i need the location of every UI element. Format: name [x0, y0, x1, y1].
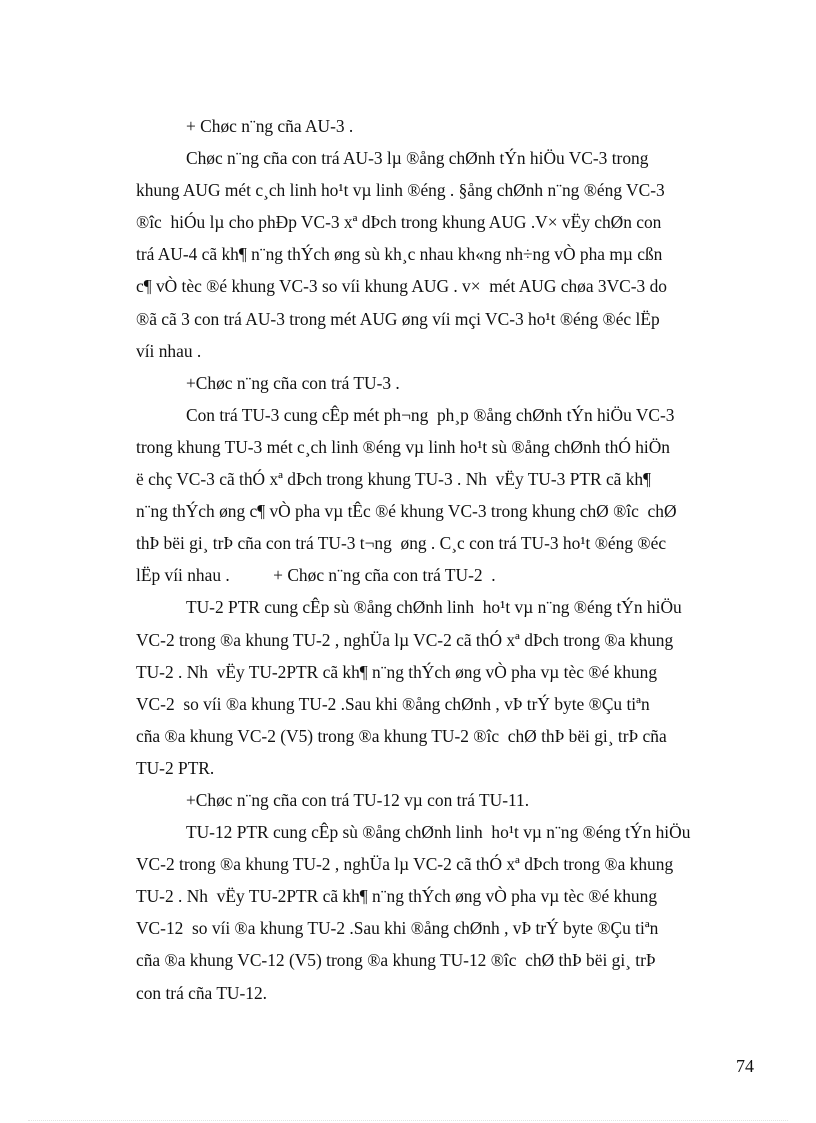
text-line: Chøc n¨ng cña con trá AU-3 lµ ®ång chØnh tÝn hiÖu VC-3 trong [186, 148, 649, 169]
text-line: TU-2 . Nh vËy TU-2PTR cã kh¶ n¨ng thÝch øng vÒ pha vµ tèc ®é khung [136, 661, 658, 682]
text-line: con trá cña TU-12. [136, 982, 268, 1003]
text-line: VC-2 trong ®a khung TU-2 , nghÜa lµ VC-2 cã thÓ xª dÞch trong ®a khung [136, 854, 674, 875]
text-line: ®ã cã 3 con trá AU-3 trong mét AUG øng víi mçi VC-3 ho¹t ®éng ®éc lËp [136, 308, 660, 329]
text-line: VC-2 trong ®a khung TU-2 , nghÜa lµ VC-2 cã thÓ xª dÞch trong ®a khung [136, 629, 674, 650]
text-line: TU-12 PTR cung cÊp sù ®ång chØnh linh ho¹t vµ n¨ng ®éng tÝn hiÖu [186, 822, 691, 843]
text-line: lËp víi nhau . + Chøc n¨ng cña con trá TU-2 . [136, 565, 496, 586]
text-line: khung AUG mét c¸ch linh ho¹t vµ linh ®éng . §ång chØnh n¨ng ®éng VC-3 [136, 180, 665, 201]
text-line: TU-2 . Nh vËy TU-2PTR cã kh¶ n¨ng thÝch øng vÒ pha vµ tèc ®é khung [136, 886, 658, 907]
text-line: TU-2 PTR. [136, 757, 215, 778]
text-line: cña ®a khung VC-2 (V5) trong ®a khung TU-2 ®îc chØ thÞ bëi gi¸ trÞ cña [136, 725, 667, 746]
text-line: VC-2 so víi ®a khung TU-2 .Sau khi ®ång chØnh , vÞ trÝ byte ®Çu tiªn [136, 693, 650, 714]
text-line: Con trá TU-3 cung cÊp mét ph¬ng ph¸p ®ång chØnh tÝn hiÖu VC-3 [186, 404, 675, 425]
text-line: thÞ bëi gi¸ trÞ cña con trá TU-3 t¬ng øng . C¸c con trá TU-3 ho¹t ®éng ®éc [136, 533, 667, 554]
text-line: víi nhau . [136, 340, 202, 361]
text-line: n¨ng thÝch øng c¶ vÒ pha vµ tÊc ®é khung VC-3 trong khung chØ ®îc chØ [136, 501, 677, 522]
text-line: VC-12 so víi ®a khung TU-2 .Sau khi ®ång chØnh , vÞ trÝ byte ®Çu tiªn [136, 918, 659, 939]
footer-divider [28, 1120, 788, 1121]
page-number: 74 [736, 1056, 754, 1076]
text-line: +Chøc n¨ng cña con trá TU-12 vµ con trá TU-11. [186, 789, 530, 810]
text-line: TU-2 PTR cung cÊp sù ®ång chØnh linh ho¹t vµ n¨ng ®éng tÝn hiÖu [186, 597, 682, 618]
text-line: + Chøc n¨ng cña AU-3 . [186, 116, 354, 136]
text-line: ë chç VC-3 cã thÓ xª dÞch trong khung TU-3 . Nh vËy TU-3 PTR cã kh¶ [136, 469, 652, 490]
text-line: cña ®a khung VC-12 (V5) trong ®a khung TU-12 ®îc chØ thÞ bëi gi¸ trÞ [136, 950, 656, 971]
text-line: c¶ vÒ tèc ®é khung VC-3 so víi khung AUG . v× mét AUG chøa 3VC-3 do [136, 276, 667, 297]
text-line: ®îc hiÓu lµ cho phÐp VC-3 xª dÞch trong khung AUG .V× vËy chØn con [136, 212, 662, 233]
text-line: trong khung TU-3 mét c¸ch linh ®éng vµ linh ho¹t sù ®ång chØnh thÓ hiÖn [136, 436, 671, 457]
text-line: +Chøc n¨ng cña con trá TU-3 . [186, 372, 400, 393]
text-line: trá AU-4 cã kh¶ n¨ng thÝch øng sù kh¸c nhau kh«ng nh÷ng vÒ pha mµ cßn [136, 244, 663, 265]
body-text [136, 110, 732, 1009]
